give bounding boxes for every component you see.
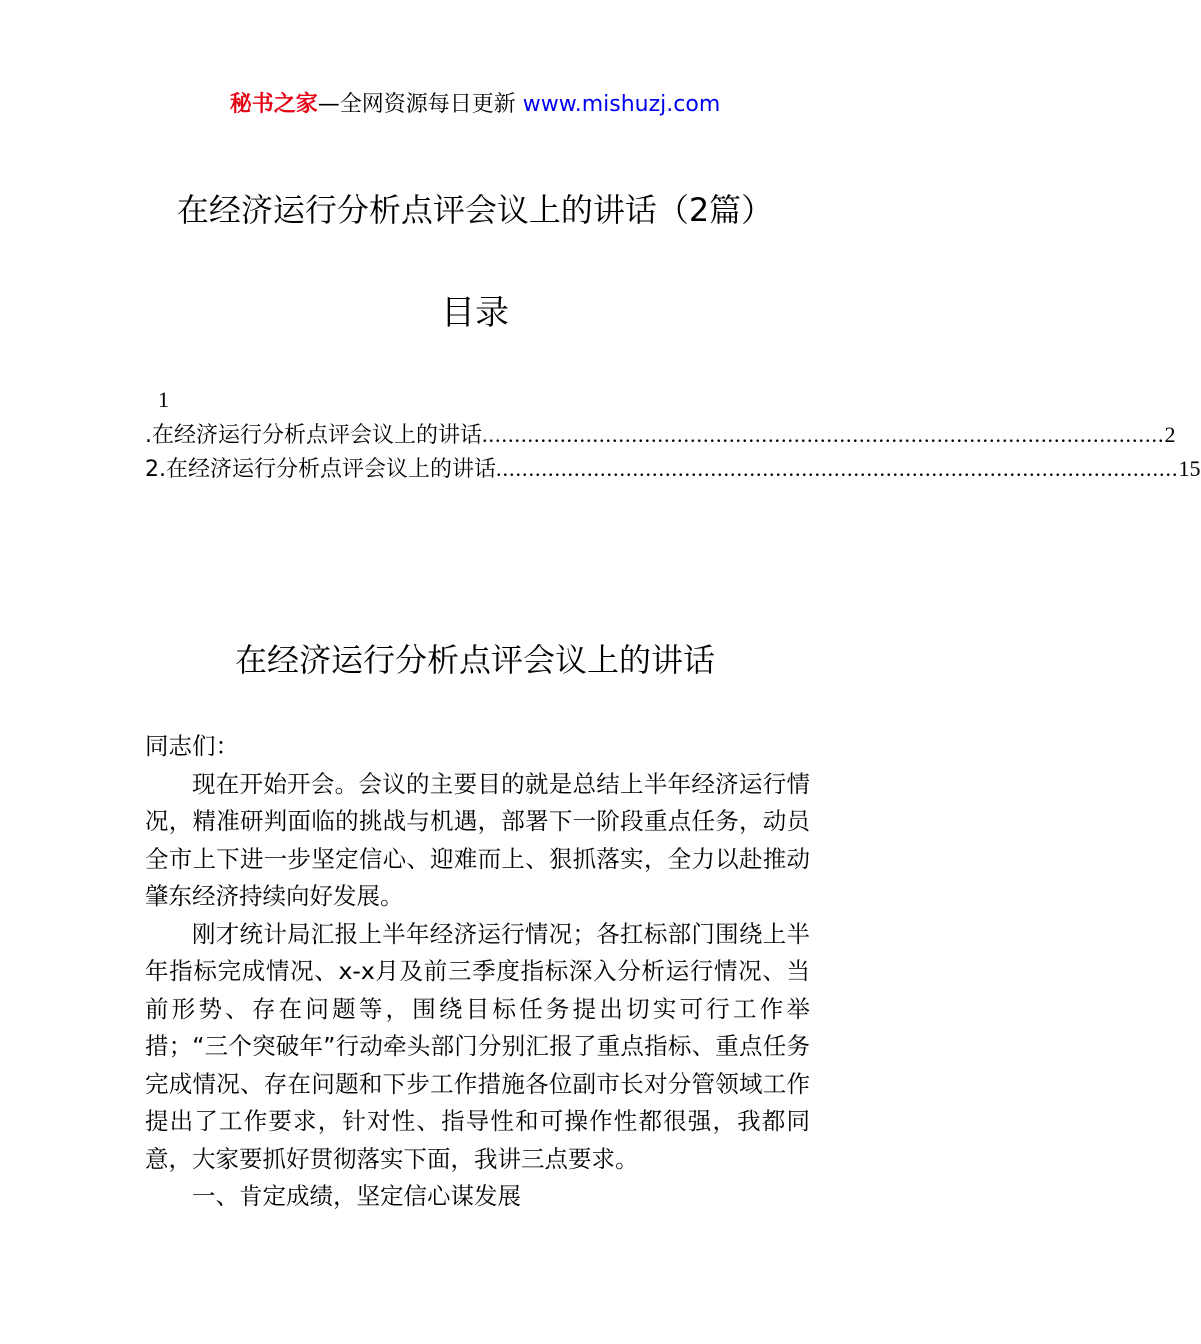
salutation: 同志们： bbox=[145, 732, 239, 760]
toc-entry-leader: ......................................................................................................... bbox=[482, 422, 1165, 447]
paragraph: 现在开始开会。会议的主要目的就是总结上半年经济运行情况，精准研判面临的挑战与机遇，部署下一阶段重点任务，动员全市上下进一步坚定信心、迎难而上、狠抓落实，全力以赴推动肇东经济持续向好发展。 bbox=[145, 769, 810, 910]
toc-title: 目录 bbox=[441, 293, 509, 333]
site-header bbox=[0, 90, 950, 120]
speech-body bbox=[145, 728, 810, 1216]
header-slogan: —全网资源每日更新 bbox=[317, 92, 523, 117]
toc-entry-2[interactable] bbox=[145, 454, 1201, 485]
paragraph: 刚才统计局汇报上半年经济运行情况；各扛标部门围绕上半年指标完成情况、x-x月及前三季度指标深入分析运行情况、当前形势、存在问题等，围绕目标任务提出切实可行工作举措；“三个突破年”行动牵头部门分别汇报了重点指标、重点任务完成情况、存在问题和下步工作措施各位副市长对分管领域工作提出了工作要求，针对性、指导性和可操作性都很强，我都同意，大家要抓好贯彻落实下面，我讲三点要求。 bbox=[145, 919, 810, 1173]
toc-entry-label: 2.在经济运行分析点评会议上的讲话 bbox=[145, 457, 496, 482]
toc-first-number: 1 bbox=[158, 387, 169, 412]
site-url-link[interactable]: www.mishuzj.com bbox=[522, 92, 721, 117]
toc-entry-page: 2 bbox=[1164, 422, 1176, 447]
brand-name: 秘书之家 bbox=[229, 92, 318, 117]
toc-entry-page: 15 bbox=[1178, 456, 1201, 481]
section-heading: 一、肯定成绩，坚定信心谋发展 bbox=[192, 1182, 521, 1210]
toc-entry-1[interactable] bbox=[145, 420, 1176, 451]
document-title: 在经济运行分析点评会议上的讲话（2篇） bbox=[176, 191, 774, 229]
toc-entry-label: .在经济运行分析点评会议上的讲话 bbox=[145, 423, 482, 448]
speech-title: 在经济运行分析点评会议上的讲话 bbox=[234, 641, 715, 679]
toc-entry-leader: ......................................................................................................... bbox=[496, 456, 1179, 481]
